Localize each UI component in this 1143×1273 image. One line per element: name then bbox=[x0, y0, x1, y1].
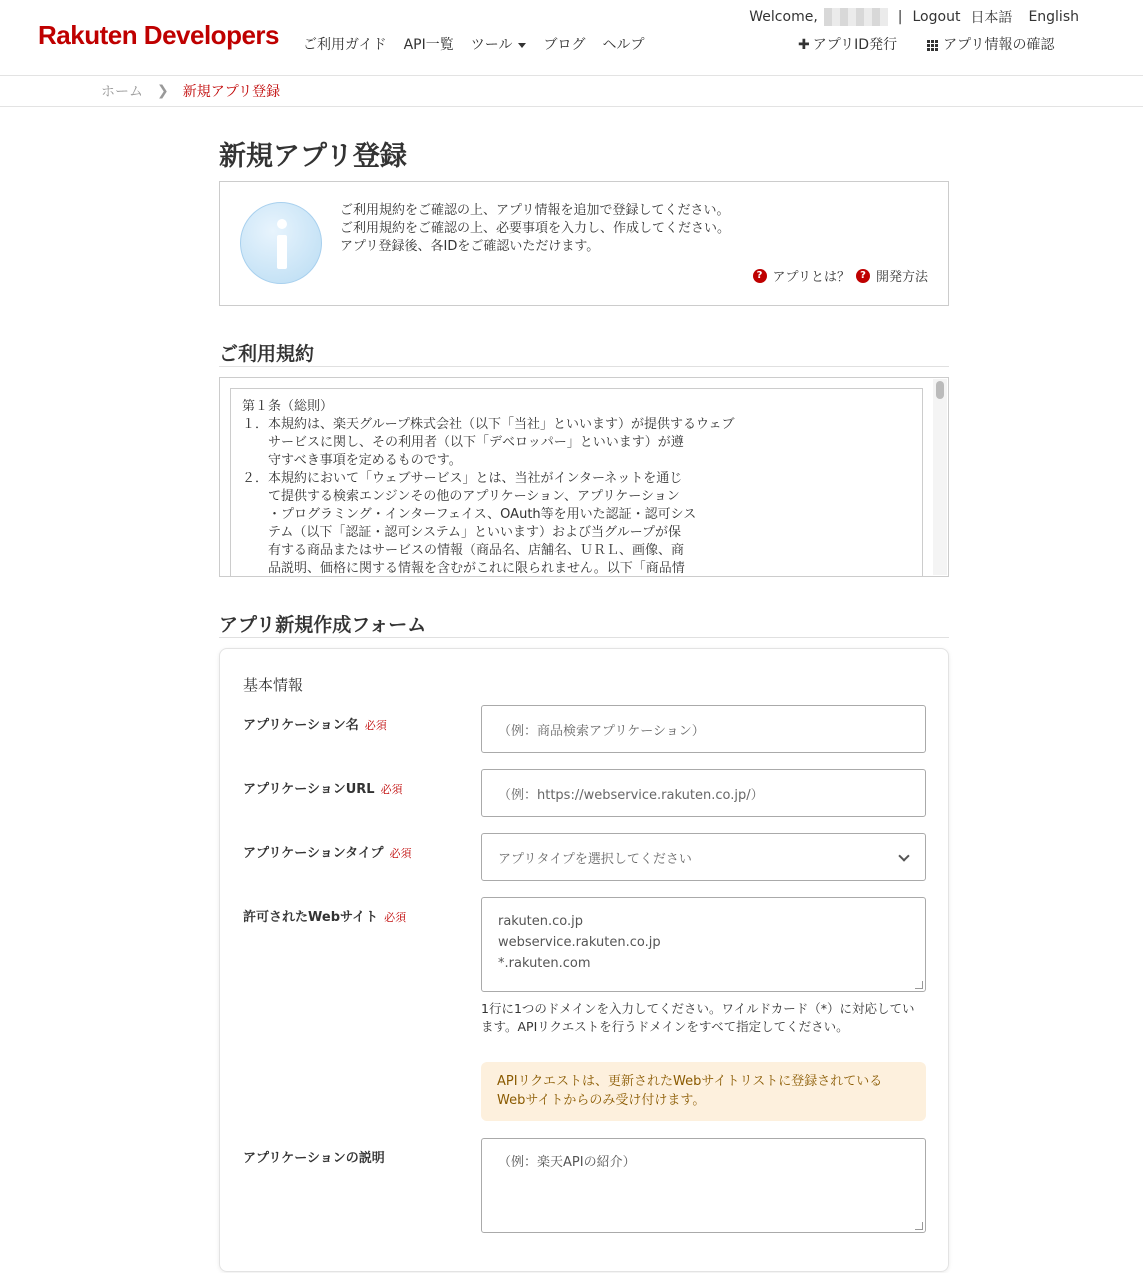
dev-method-link[interactable]: 開発方法 bbox=[875, 270, 928, 285]
nav-api-list[interactable]: API一覧 bbox=[403, 37, 454, 53]
app-name-input[interactable]: （例：商品検索アプリケーション） bbox=[481, 705, 926, 753]
main-content bbox=[219, 108, 949, 1272]
app-url-input[interactable]: （例：https://webservice.rakuten.co.jp/） bbox=[481, 769, 926, 817]
nav-help[interactable]: ヘルプ bbox=[602, 37, 645, 53]
websites-textarea[interactable] bbox=[481, 897, 926, 992]
main-nav bbox=[303, 34, 644, 54]
app-name-label: アプリケーション名 必須 bbox=[243, 718, 387, 733]
grid-icon bbox=[927, 40, 938, 51]
breadcrumb-current: 新規アプリ登録 bbox=[182, 84, 281, 100]
terms-box[interactable] bbox=[219, 377, 949, 577]
info-line: アプリ登録後、各IDをご確認いただけます。 bbox=[340, 239, 600, 254]
what-is-app-link[interactable]: アプリとは？ bbox=[772, 270, 850, 285]
breadcrumb-home[interactable]: ホーム bbox=[101, 84, 143, 100]
header-actions bbox=[798, 34, 1055, 54]
info-line: ご利用規約をご確認の上、必要事項を入力し、作成してください。 bbox=[340, 221, 731, 236]
info-icon bbox=[240, 202, 322, 284]
description-label: アプリケーションの説明 bbox=[243, 1151, 385, 1166]
issue-app-id-link[interactable] bbox=[798, 34, 897, 54]
site-header bbox=[0, 0, 1143, 76]
terms-scrollbar[interactable] bbox=[933, 379, 947, 575]
form-heading: アプリ新規作成フォーム bbox=[219, 610, 949, 638]
issue-app-id-label: アプリID発行 bbox=[812, 37, 898, 53]
lang-ja-link[interactable]: 日本語 bbox=[970, 10, 1013, 26]
check-app-info-link[interactable] bbox=[927, 34, 1054, 54]
section-label: 基本情報 bbox=[243, 676, 304, 694]
nav-guide[interactable]: ご利用ガイド bbox=[303, 37, 387, 53]
logout-link[interactable]: Logout bbox=[912, 9, 961, 25]
websites-placeholder: rakuten.co.jp webservice.rakuten.co.jp *.rakuten.com bbox=[498, 914, 661, 971]
separator: | bbox=[897, 9, 903, 25]
question-icon: ? bbox=[753, 269, 767, 283]
info-line: ご利用規約をご確認の上、アプリ情報を追加で登録してください。 bbox=[340, 203, 730, 218]
required-badge: 必須 bbox=[389, 847, 412, 860]
chevron-right-icon: ❯ bbox=[157, 83, 169, 99]
websites-help: 1行に1つのドメインを入力してください。ワイルドカード（*）に対応しています。APIリクエストを行うドメインをすべて指定してください。 bbox=[481, 1001, 915, 1034]
description-placeholder: （例：楽天APIの紹介） bbox=[498, 1155, 636, 1170]
required-badge: 必須 bbox=[364, 719, 387, 732]
app-type-select[interactable] bbox=[481, 833, 926, 881]
page-title: 新規アプリ登録 bbox=[219, 141, 407, 172]
user-menu bbox=[749, 7, 1079, 27]
terms-text[interactable]: 第１条（総則） １．本規約は、楽天グループ株式会社（以下「当社」といいます）が提供するウェブ サービスに関し、その利用者（以下「デベロッパー」といいます）が遵 守すべき事項を定めるものです。 ２．本規約において「ウェブサービス」とは、当社がインターネットを通じ て提供する検索エンジンその他のアプリケーション、アプリケーション ・プログラミング・インターフェイス、OAuth等を用いた認証・認可シス テム（以下「認証・認可システム」といいます）および当グループが保 有する商品またはサービスの情報（商品名、店舗名、ＵＲＬ、画像、商 品説明、価格に関する情報を含むがこれに限られません。以下「商品情 bbox=[230, 388, 923, 576]
required-badge: 必須 bbox=[384, 911, 407, 924]
scrollbar-thumb[interactable] bbox=[936, 381, 944, 399]
websites-label: 許可されたWebサイト 必須 bbox=[243, 910, 407, 925]
caret-down-icon bbox=[518, 43, 526, 48]
welcome-text: Welcome, bbox=[749, 9, 818, 25]
app-url-label: アプリケーションURL 必須 bbox=[243, 782, 403, 797]
app-form bbox=[219, 648, 949, 1272]
nav-blog[interactable]: ブログ bbox=[543, 37, 586, 53]
check-app-info-label: アプリ情報の確認 bbox=[943, 37, 1055, 53]
info-text bbox=[340, 202, 730, 256]
chevron-down-icon bbox=[898, 850, 909, 861]
app-type-placeholder: アプリタイプを選択してください bbox=[498, 851, 692, 867]
terms-heading: ご利用規約 bbox=[219, 339, 949, 367]
nav-tools-label: ツール bbox=[470, 37, 513, 53]
required-badge: 必須 bbox=[380, 783, 403, 796]
nav-tools[interactable] bbox=[471, 34, 527, 54]
plus-icon: ✚ bbox=[798, 37, 810, 53]
blurred-username bbox=[824, 8, 888, 26]
lang-en-link[interactable]: English bbox=[1028, 9, 1079, 25]
question-icon: ? bbox=[856, 269, 870, 283]
resize-handle-icon[interactable] bbox=[915, 981, 923, 989]
info-links bbox=[753, 266, 929, 285]
breadcrumb bbox=[0, 76, 1143, 107]
rakuten-developers-logo[interactable]: Rakuten Developers bbox=[38, 20, 279, 50]
websites-warning: APIリクエストは、更新されたWebサイトリストに登録されているWebサイトからのみ受け付けます。 bbox=[481, 1062, 926, 1121]
resize-handle-icon[interactable] bbox=[915, 1222, 923, 1230]
description-textarea[interactable] bbox=[481, 1138, 926, 1233]
info-box bbox=[219, 181, 949, 306]
app-type-label: アプリケーションタイプ 必須 bbox=[243, 846, 412, 861]
